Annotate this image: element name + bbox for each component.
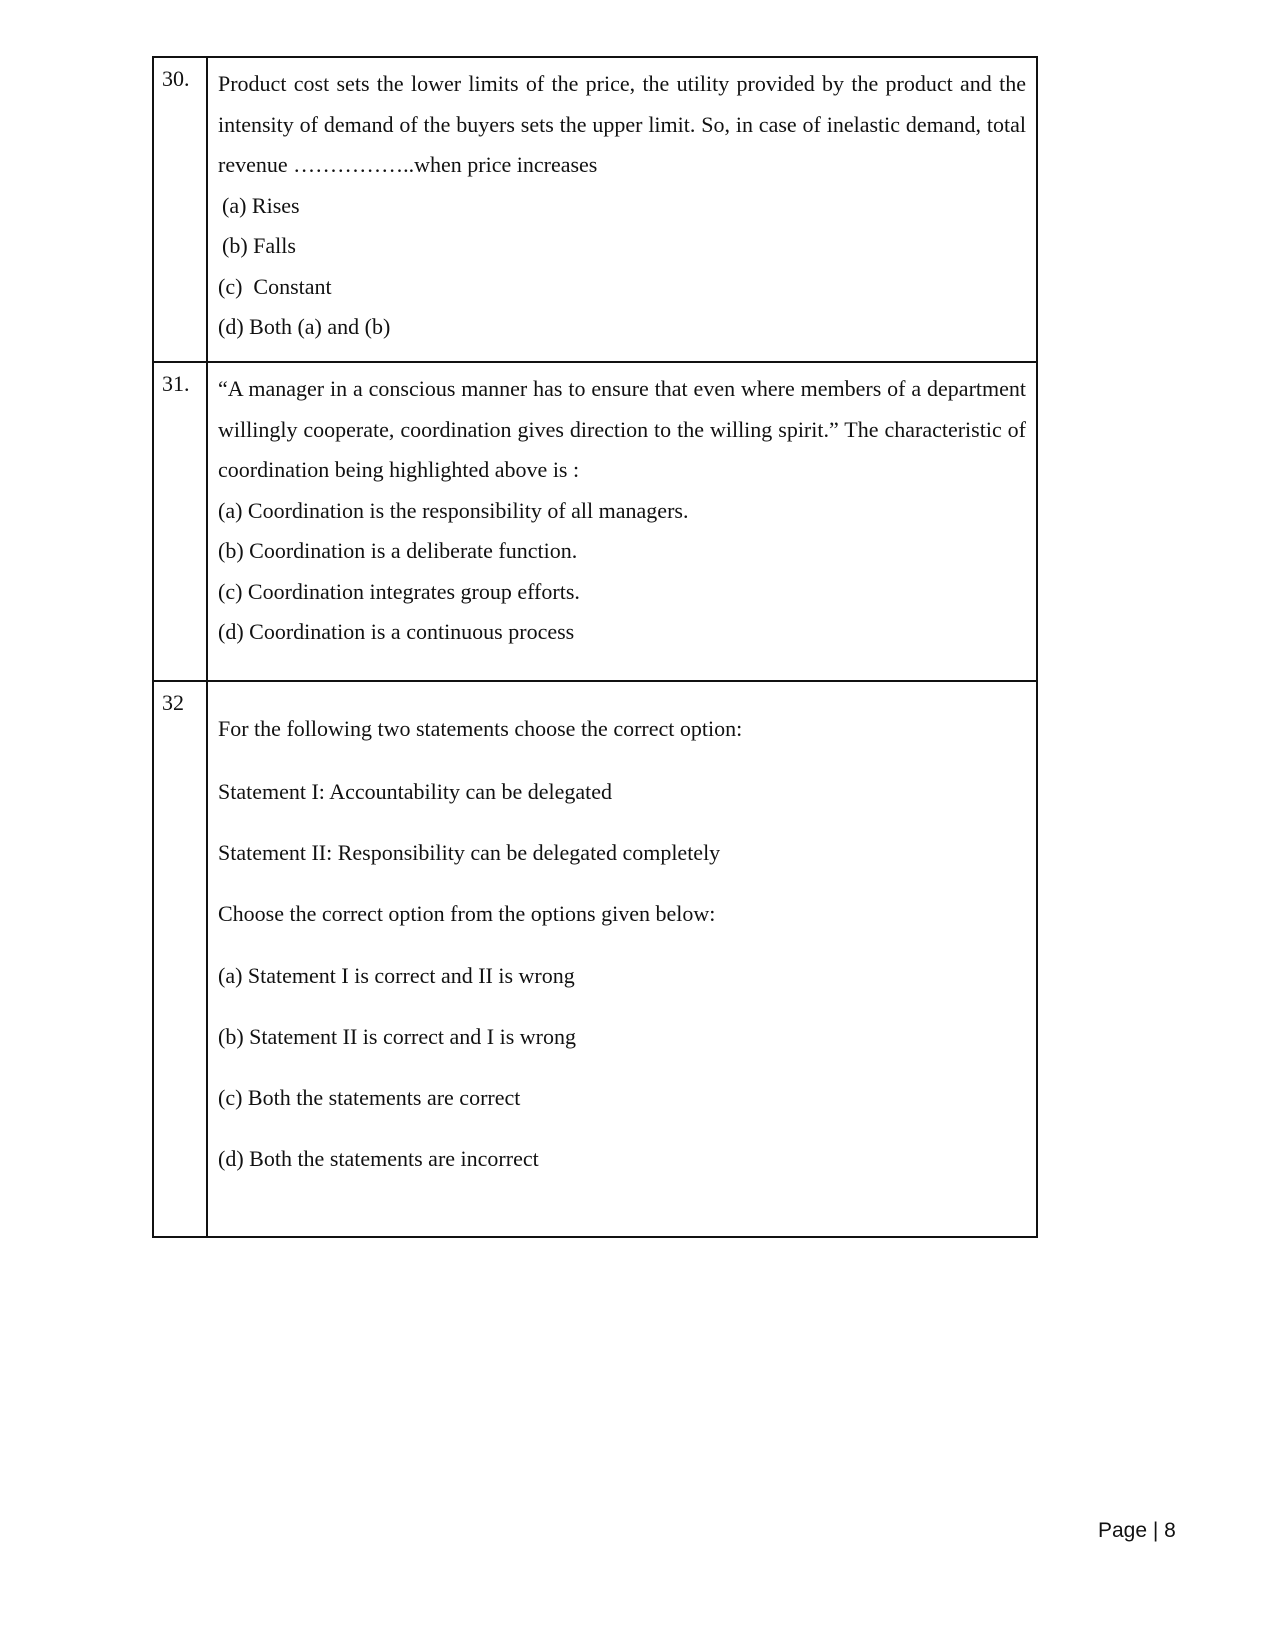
page-number: Page | 8 <box>1098 1519 1176 1542</box>
question-text: “A manager in a conscious manner has to ensure that even where members of a department willingly cooperate, coordination gives direction to the willing spirit.” The characteristic of coordination being highlighted above is : <box>218 376 1026 482</box>
option-d: (d) Both (a) and (b) <box>218 314 391 339</box>
option-a: (a) Rises <box>222 192 300 218</box>
question-row-32 <box>153 681 1037 1237</box>
option-a: (a) Coordination is the responsibility of all managers. <box>218 497 689 523</box>
question-row-30 <box>153 57 1037 362</box>
question-intro: For the following two statements choose the correct option: <box>218 716 743 741</box>
question-row-31 <box>153 362 1037 681</box>
question-prompt: Choose the correct option from the options given below: <box>218 901 716 926</box>
question-body <box>207 57 1037 362</box>
question-number: 31. <box>153 362 207 681</box>
option-c: (c) Both the statements are correct <box>218 1085 521 1110</box>
question-text: Product cost sets the lower limits of the price, the utility provided by the product and the intensity of demand of the buyers sets the upper limit. So, in case of inelastic demand, total revenue ……………..when price increases <box>218 71 1026 177</box>
option-b: (b) Falls <box>222 233 296 258</box>
question-body <box>207 681 1037 1237</box>
option-d: (d) Coordination is a continuous process <box>218 619 575 644</box>
option-c: (c) Coordination integrates group efforts. <box>218 578 580 604</box>
option-c: (c) Constant <box>218 273 332 299</box>
statement-2: Statement II: Responsibility can be delegated completely <box>218 840 721 865</box>
option-b: (b) Coordination is a deliberate function. <box>218 538 578 563</box>
question-number: 30. <box>153 57 207 362</box>
statement-1: Statement I: Accountability can be delegated <box>218 779 613 804</box>
option-b: (b) Statement II is correct and I is wrong <box>218 1024 576 1049</box>
question-number: 32 <box>153 681 207 1237</box>
option-a: (a) Statement I is correct and II is wrong <box>218 963 575 988</box>
question-body <box>207 362 1037 681</box>
option-d: (d) Both the statements are incorrect <box>218 1146 539 1171</box>
question-table <box>152 56 1038 1238</box>
